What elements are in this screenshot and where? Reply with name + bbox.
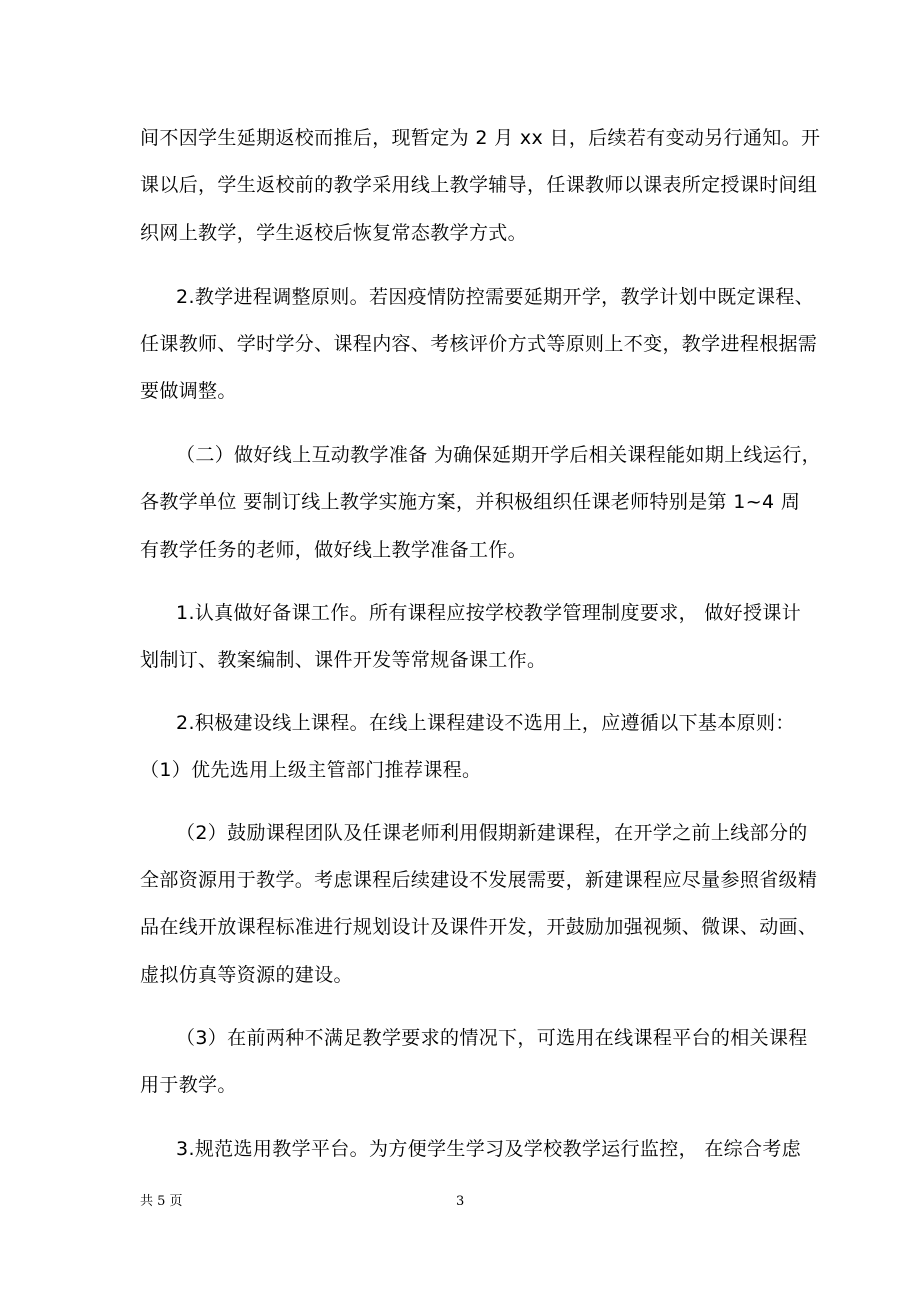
text-line: 有教学任务的老师，做好线上教学准备工作。 xyxy=(140,539,528,561)
text-line: 各教学单位 要制订线上教学实施方案，并积极组织任课老师特别是第 1~4 周 xyxy=(140,491,801,513)
text-line: 任课教师、学时学分、课程内容、考核评价方式等原则上不变，教学进程根据需 xyxy=(140,333,818,355)
text-line: （1）优先选用上级主管部门推荐课程。 xyxy=(140,759,482,781)
text-line: 用于教学。 xyxy=(140,1074,237,1096)
text-line: （二）做好线上互动教学准备 为确保延期开学后相关课程能如期上线运行， xyxy=(176,444,821,466)
text-line: 3.规范选用教学平台。为方便学生学习及学校教学运行监控， 在综合考虑 xyxy=(176,1138,802,1160)
text-line: 虚拟仿真等资源的建设。 xyxy=(140,964,353,986)
text-line: （2）鼓励课程团队及任课老师利用假期新建课程，在开学之前上线部分的 xyxy=(176,822,808,844)
text-line: 要做调整。 xyxy=(140,380,237,402)
text-line: 织网上教学，学生返校后恢复常态教学方式。 xyxy=(140,222,528,244)
text-line: 2.教学进程调整原则。若因疫情防控需要延期开学，教学计划中既定课程、 xyxy=(176,286,815,308)
text-line: 间不因学生延期返校而推后，现暂定为 2 月 xx 日，后续若有变动另行通知。开 xyxy=(140,127,821,149)
footer-total-pages: 共 5 页 xyxy=(140,1194,183,1209)
text-line: 品在线开放课程标准进行规划设计及课件开发，开鼓励加强视频、微课、动画、 xyxy=(140,916,818,938)
text-line: 2.积极建设线上课程。在线上课程建设不选用上，应遵循以下基本原则： xyxy=(176,712,795,734)
text-line: 课以后，学生返校前的教学采用线上教学辅导，任课教师以课表所定授课时间组 xyxy=(140,174,818,196)
text-line: （3）在前两种不满足教学要求的情况下，可选用在线课程平台的相关课程 xyxy=(176,1027,808,1049)
text-line: 划制订、教案编制、课件开发等常规备课工作。 xyxy=(140,649,547,671)
footer-page-number: 3 xyxy=(456,1194,465,1209)
text-line: 全部资源用于教学。考虑课程后续建设不发展需要，新建课程应尽量参照省级精 xyxy=(140,869,818,891)
text-line: 1.认真做好备课工作。所有课程应按学校教学管理制度要求， 做好授课计 xyxy=(176,602,802,624)
